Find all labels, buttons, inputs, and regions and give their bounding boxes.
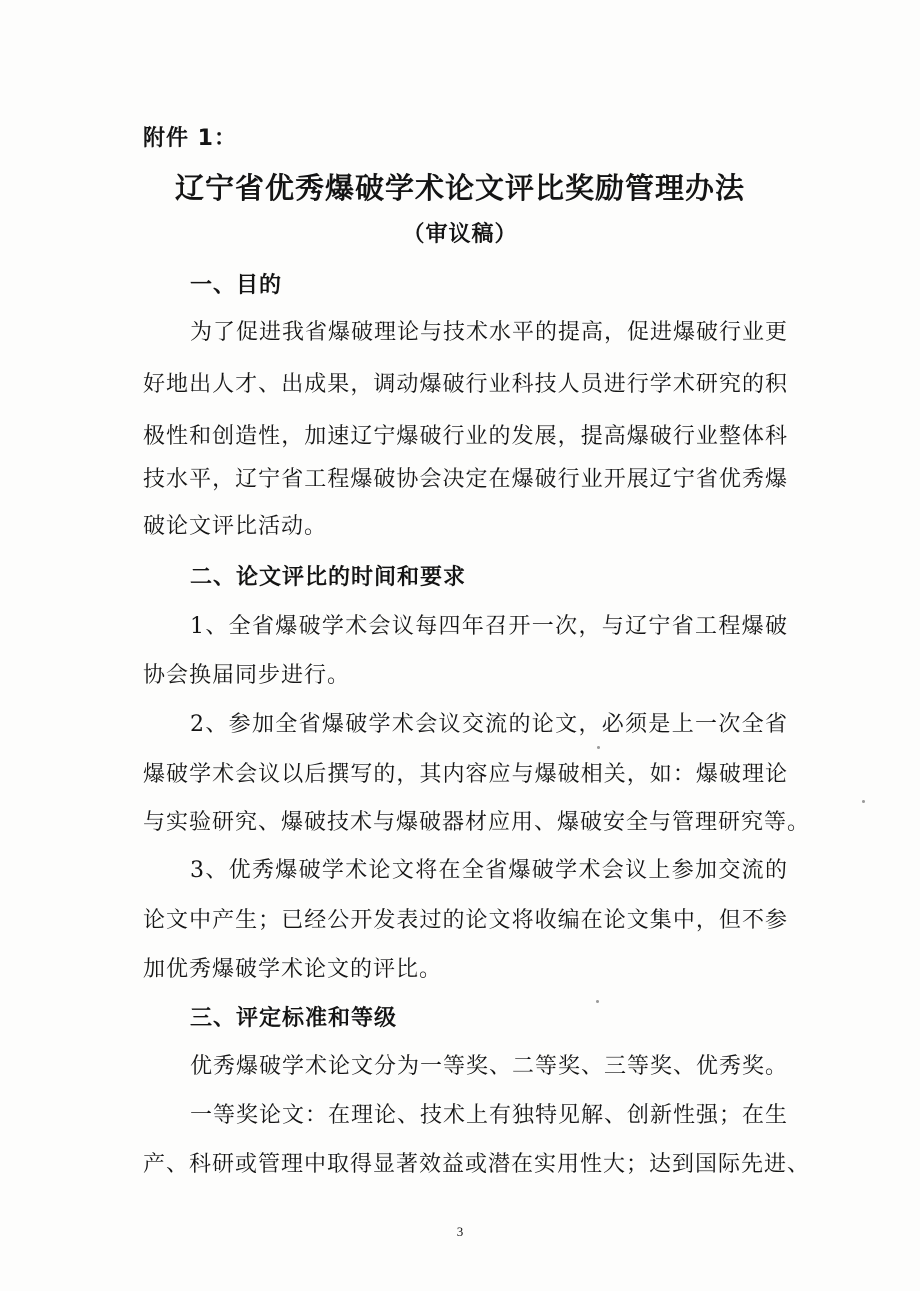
attachment-label: 附件 1： <box>143 126 237 151</box>
paragraph-line: 协会换届同步进行。 <box>143 663 351 688</box>
section-heading-purpose: 一、目的 <box>190 273 283 298</box>
paragraph-line: 破论文评比活动。 <box>143 514 328 539</box>
document-title: 辽宁省优秀爆破学术论文评比奖励管理办法 <box>174 171 745 205</box>
paragraph-line: 1、全省爆破学术会议每四年召开一次，与辽宁省工程爆破 <box>190 614 788 639</box>
paragraph-line: 2、参加全省爆破学术会议交流的论文，必须是上一次全省 <box>190 712 788 737</box>
paragraph-line: 极性和创造性，加速辽宁爆破行业的发展，提高爆破行业整体科 <box>143 424 788 449</box>
paragraph-line: 一等奖论文：在理论、技术上有独特见解、创新性强；在生 <box>190 1103 789 1128</box>
paragraph-line: 技水平，辽宁省工程爆破协会决定在爆破行业开展辽宁省优秀爆 <box>143 467 788 492</box>
page-number: 3 <box>456 1224 464 1239</box>
paragraph-line: 加优秀爆破学术论文的评比。 <box>143 957 443 982</box>
paragraph-line: 论文中产生；已经公开发表过的论文将收编在论文集中，但不参 <box>143 908 788 933</box>
paragraph-line: 爆破学术会议以后撰写的，其内容应与爆破相关，如：爆破理论 <box>143 762 788 787</box>
section-heading-time-requirements: 二、论文评比的时间和要求 <box>190 565 467 590</box>
paragraph-line: 好地出人才、出成果，调动爆破行业科技人员进行学术研究的积 <box>143 372 788 397</box>
scan-speck <box>862 800 865 803</box>
paragraph-line: 优秀爆破学术论文分为一等奖、二等奖、三等奖、优秀奖。 <box>190 1054 789 1079</box>
scan-speck <box>596 1000 599 1003</box>
document-subtitle: （审议稿） <box>402 222 518 247</box>
paragraph-line: 为了促进我省爆破理论与技术水平的提高，促进爆破行业更 <box>190 320 789 345</box>
paragraph-line: 与实验研究、爆破技术与爆破器材应用、爆破安全与管理研究等。 <box>143 810 811 835</box>
paragraph-line: 产、科研或管理中取得显著效益或潜在实用性大；达到国际先进、 <box>143 1152 811 1177</box>
paragraph-line: 3、优秀爆破学术论文将在全省爆破学术会议上参加交流的 <box>190 858 788 883</box>
scan-speck <box>597 746 600 749</box>
section-heading-standards-levels: 三、评定标准和等级 <box>190 1006 398 1031</box>
